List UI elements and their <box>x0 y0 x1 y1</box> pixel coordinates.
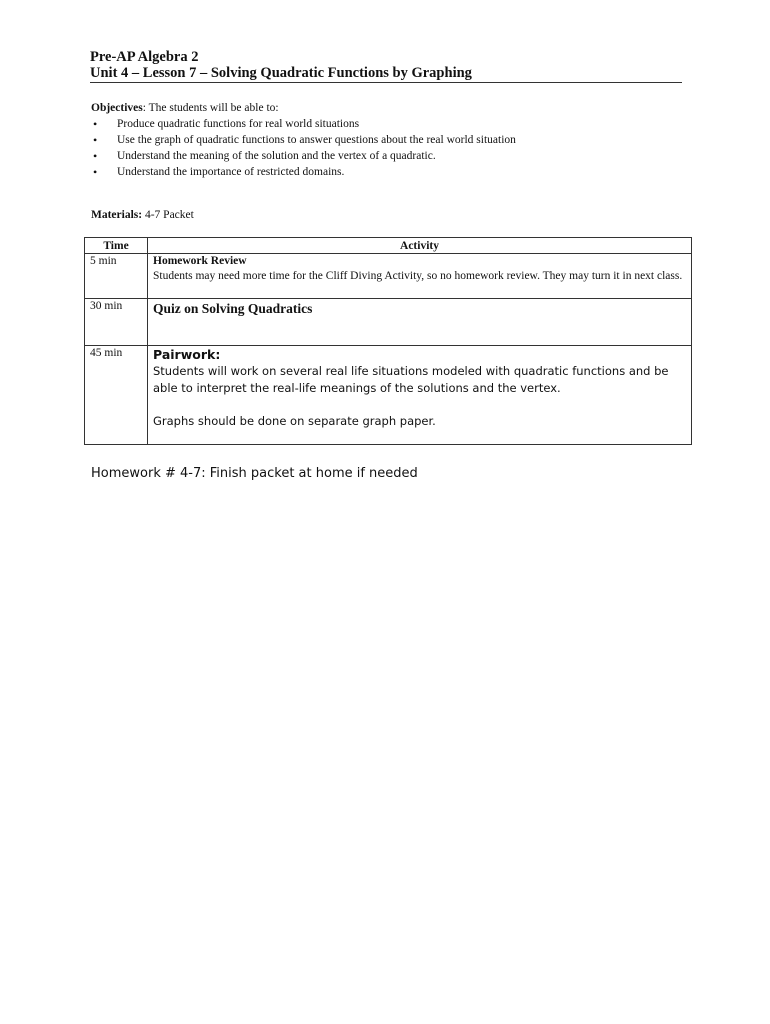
table-row <box>85 254 692 299</box>
objectives-intro: : The students will be able to: <box>142 102 279 114</box>
table-row <box>85 346 692 445</box>
activity-title: Quiz on Solving Quadratics <box>153 301 313 316</box>
bullet-icon: • <box>93 149 98 163</box>
materials-line <box>91 208 194 222</box>
objectives-heading <box>91 100 691 116</box>
objectives-label: Objectives <box>91 102 143 114</box>
time-cell: 5 min <box>85 254 148 299</box>
materials-label: Materials: <box>91 209 143 221</box>
homework-line: Homework # 4-7: Finish packet at home if needed <box>91 466 418 481</box>
list-item <box>91 164 691 180</box>
column-header-time: Time <box>85 238 148 254</box>
bullet-icon: • <box>93 165 98 179</box>
column-header-activity: Activity <box>148 238 692 254</box>
activity-text: Students will work on several real life situations modeled with quadratic functions and be able to interpret the real-life meanings of the solutions and the vertex. <box>153 364 669 395</box>
time-cell: 45 min <box>85 346 148 445</box>
table-row <box>85 299 692 346</box>
list-item <box>91 132 691 148</box>
objective-text: Understand the meaning of the solution and the vertex of a quadratic. <box>117 150 436 162</box>
course-title: Pre-AP Algebra 2 <box>90 49 199 65</box>
activity-note: Graphs should be done on separate graph paper. <box>153 414 436 428</box>
bullet-icon: • <box>93 117 98 131</box>
objectives-section <box>91 100 691 180</box>
list-item <box>91 148 691 164</box>
objective-text: Produce quadratic functions for real world situations <box>117 118 360 130</box>
time-cell: 30 min <box>85 299 148 346</box>
objective-text: Use the graph of quadratic functions to answer questions about the real world situation <box>117 134 516 146</box>
activity-title: Homework Review <box>153 255 247 267</box>
bullet-icon: • <box>93 133 98 147</box>
objective-text: Understand the importance of restricted domains. <box>117 166 345 178</box>
document-header <box>90 49 682 83</box>
list-item <box>91 116 691 132</box>
table-header-row <box>85 238 692 254</box>
lesson-plan-table <box>84 237 692 445</box>
materials-value: 4-7 Packet <box>142 209 194 221</box>
lesson-title: Unit 4 – Lesson 7 – Solving Quadratic Functions by Graphing <box>90 65 472 81</box>
activity-cell <box>148 299 692 346</box>
activity-cell <box>148 346 692 445</box>
activity-text: Students may need more time for the Cliff Diving Activity, so no homework review. They may turn it in next class. <box>153 270 683 282</box>
activity-cell <box>148 254 692 299</box>
objectives-list <box>91 116 691 180</box>
activity-title: Pairwork: <box>153 347 221 362</box>
